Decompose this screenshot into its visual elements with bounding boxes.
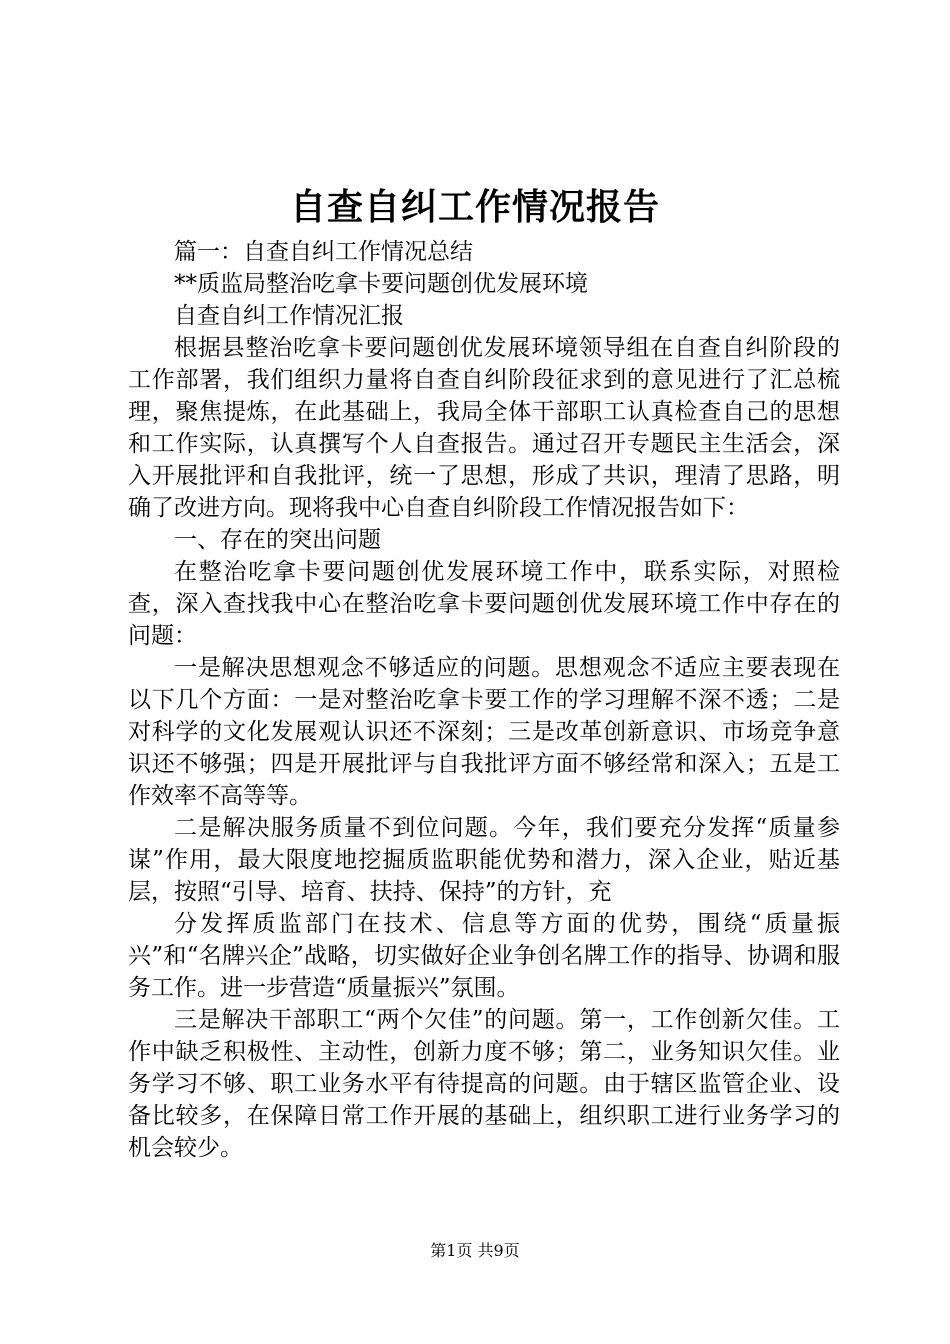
body-paragraph: 分发挥质监部门在技术、信息等方面的优势，围绕“质量振兴”和“名牌兴企”战略，切实做好企业争创名牌工作的指导、协调和服务工作。进一步营造“质量振兴”氛围。 <box>128 911 840 1001</box>
body-paragraph: 一是解决思想观念不够适应的问题。思想观念不适应主要表现在以下几个方面：一是对整治吃拿卡要工作的学习理解不深不透；二是对科学的文化发展观认识还不深刻；三是改革创新意识、市场竞争意识还不够强；四是开展批评与自我批评方面不够经常和深入；五是工作效率不高等等。 <box>128 655 840 809</box>
section-heading: 篇一：自查自纠工作情况总结 <box>174 239 473 265</box>
section-heading: 一、存在的突出问题 <box>174 527 381 553</box>
document-title: 自查自纠工作情况报告 <box>289 187 660 228</box>
subtitle-line: **质监局整治吃拿卡要问题创优发展环境 <box>174 271 588 297</box>
document-body <box>128 236 840 1164</box>
subtitle-line: 自查自纠工作情况汇报 <box>174 303 404 329</box>
body-paragraph: 三是解决干部职工“两个欠佳”的问题。第一，工作创新欠佳。工作中缺乏积极性、主动性，创新力度不够；第二，业务知识欠佳。业务学习不够、职工业务水平有待提高的问题。由于辖区监管企业、设备比较多，在保障日常工作开展的基础上，组织职工进行业务学习的机会较少。 <box>128 1007 840 1161</box>
page-number: 第1页 共9页 <box>430 1241 520 1260</box>
body-paragraph: 二是解决服务质量不到位问题。今年，我们要充分发挥“质量参谋”作用，最大限度地挖掘质监职能优势和潜力，深入企业，贴近基层，按照“引导、培育、扶持、保持”的方针，充 <box>128 815 840 905</box>
body-paragraph: 根据县整治吃拿卡要问题创优发展环境领导组在自查自纠阶段的工作部署，我们组织力量将自查自纠阶段征求到的意见进行了汇总梳理，聚焦提炼，在此基础上，我局全体干部职工认真检查自己的思想和工作实际，认真撰写个人自查报告。通过召开专题民主生活会，深入开展批评和自我批评，统一了思想，形成了共识，理清了思路，明确了改进方向。现将我中心自查自纠阶段工作情况报告如下： <box>128 335 840 521</box>
body-paragraph: 在整治吃拿卡要问题创优发展环境工作中，联系实际，对照检查，深入查找我中心在整治吃拿卡要问题创优发展环境工作中存在的问题： <box>128 559 840 649</box>
